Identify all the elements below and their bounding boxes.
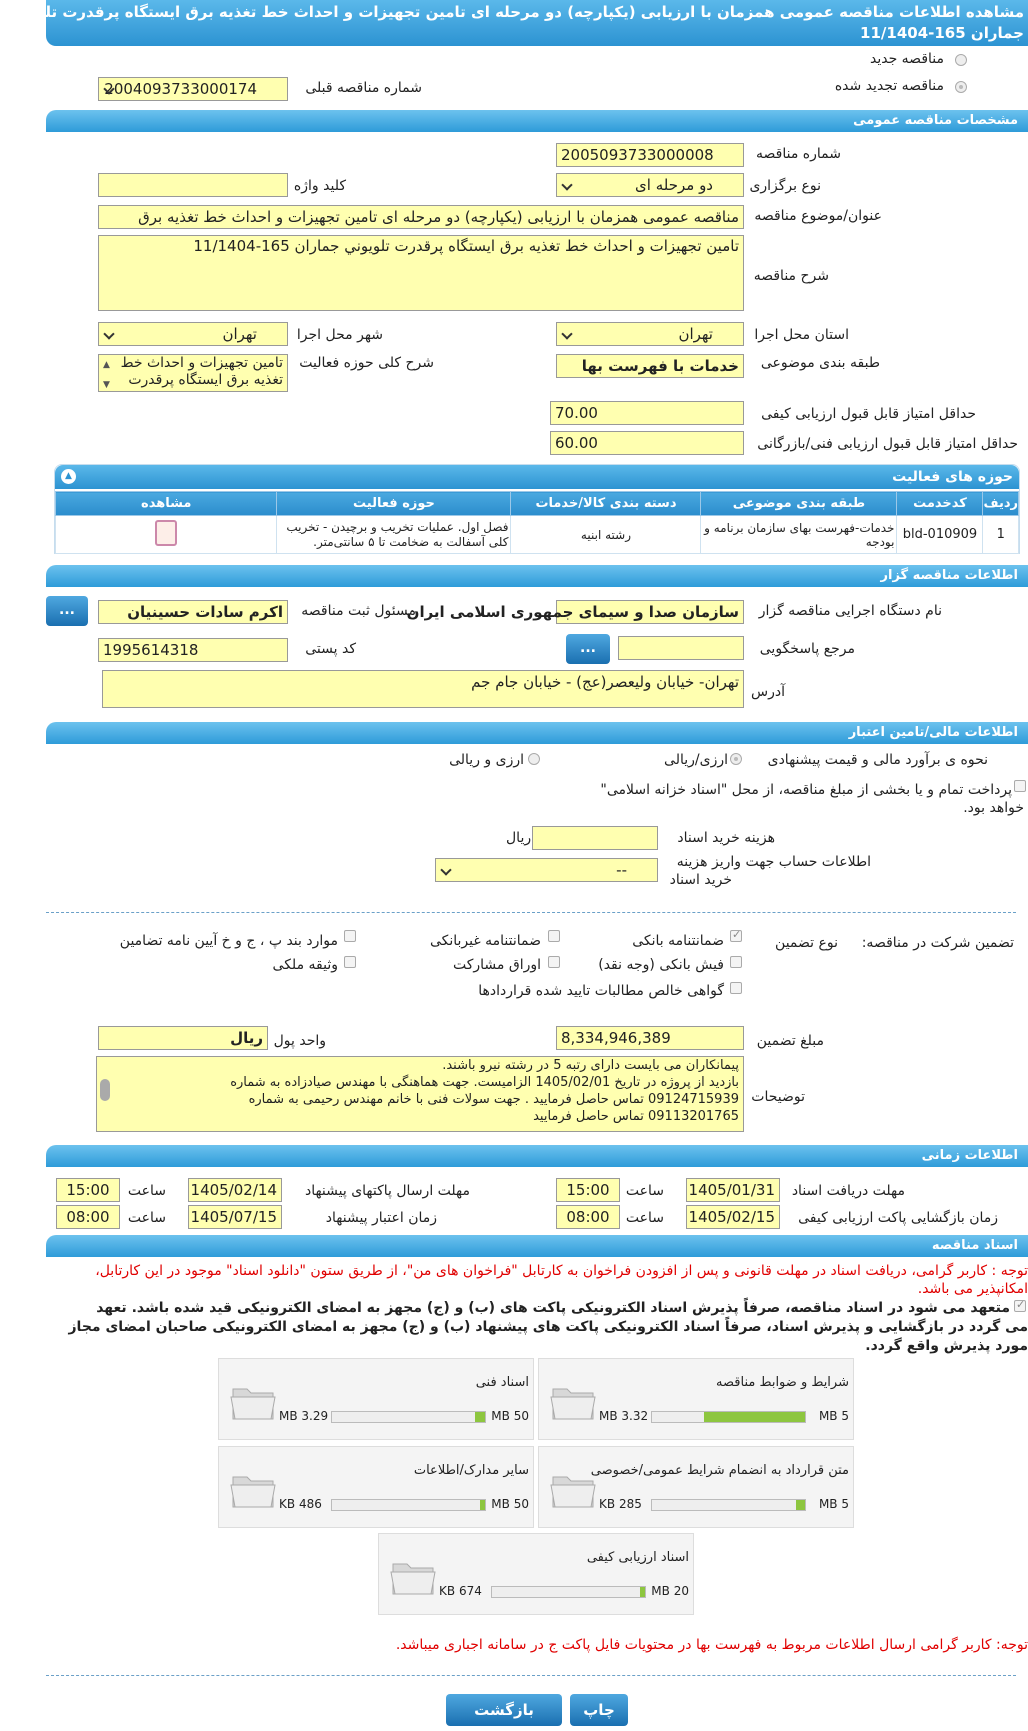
doc-deadline-date[interactable]: 1405/01/31: [686, 1178, 780, 1202]
org-section-header: [46, 565, 1028, 587]
doc-cost-unit: ریال: [506, 830, 532, 846]
doc-card-progress: [331, 1411, 486, 1423]
min-quality-field[interactable]: 70.00: [550, 401, 744, 425]
org-lookup-button[interactable]: ...: [46, 596, 88, 626]
cash-receipt-label: فیش بانکی (وجه نقد): [598, 957, 724, 973]
time-section-title: اطلاعات زمانی: [921, 1148, 1018, 1163]
province-label: استان محل اجرا: [754, 327, 849, 343]
docs-note-line1: توجه : کاربر گرامی، دریافت اسناد در مهلت قانونی و پس از افزودن فراخوان به کارتابل "فراخوان های من"، از طریق ستون "دانلود اسناد" موجود در این کارتابل،: [95, 1263, 1028, 1279]
doc-card-size: 674 KB: [439, 1584, 482, 1598]
org-section-title: اطلاعات مناقصه گزار: [880, 568, 1018, 583]
notes-line: 09113201765 تماس حاصل فرمایید: [533, 1109, 739, 1124]
doc-cost-label: هزینه خرید اسناد: [677, 830, 775, 846]
divider: [46, 912, 1016, 913]
city-label: شهر محل اجرا: [296, 327, 383, 343]
print-button[interactable]: چاپ: [570, 1694, 628, 1726]
doc-time-label: ساعت: [625, 1183, 664, 1199]
chevron-down-icon: [103, 328, 114, 339]
currency-label: واحد پول: [273, 1033, 326, 1049]
claims-certificate-label: گواهی خالص مطالبات تایید شده قراردادها: [478, 983, 724, 999]
doc-card-progress-fill: [475, 1412, 485, 1422]
doc-card-max: 5 MB: [818, 1409, 849, 1423]
keyword-label: کلید واژه: [293, 178, 346, 194]
docs-note-line2: امکانپذیر می باشد.: [917, 1281, 1028, 1297]
table-row: [56, 516, 1019, 554]
min-tech-field[interactable]: 60.00: [550, 431, 744, 455]
doc-card-max: 20 MB: [651, 1584, 689, 1598]
activity-title: حوزه های فعالیت: [892, 469, 1013, 485]
scope-textarea[interactable]: [98, 354, 288, 392]
ref-label: مرجع پاسخگویی: [759, 641, 855, 657]
currency-field[interactable]: ریال: [98, 1026, 268, 1050]
estimate-option1-radio[interactable]: [730, 753, 742, 765]
folder-icon: [229, 1467, 277, 1511]
city-select[interactable]: [98, 322, 288, 346]
treasury-text-line1: پرداخت تمام و یا بخشی از مبلغ مناقصه، از محل "اسناد خزانه اسلامی": [600, 782, 1012, 798]
bonds-checkbox[interactable]: [548, 956, 560, 968]
cell-code: bld-010909: [897, 516, 983, 554]
cell-view[interactable]: [56, 516, 277, 554]
account-value: --: [616, 861, 627, 879]
back-button[interactable]: بازگشت: [446, 1694, 562, 1726]
bonds-label: اوراق مشارکت: [452, 957, 541, 973]
doc-card-title: متن قرارداد به انضمام شرایط عمومی/خصوصی: [590, 1463, 849, 1478]
docs-section-header: [46, 1235, 1028, 1257]
open-time-label: ساعت: [625, 1210, 664, 1226]
scope-line2: تغذیه برق ایستگاه پرقدرت: [128, 372, 283, 388]
account-select[interactable]: [435, 858, 658, 882]
property-label: وثیقه ملکی: [272, 957, 338, 973]
doc-deadline-label: مهلت دریافت اسناد: [791, 1183, 905, 1199]
doc-card-other[interactable]: [218, 1446, 534, 1528]
guarantee-amount-field[interactable]: 8,334,946,389: [556, 1026, 744, 1050]
min-tech-label: حداقل امتیاز قابل قبول ارزیابی فنی/بازرگانی: [757, 436, 1018, 452]
send-deadline-label: مهلت ارسال پاکتهای پیشنهاد: [304, 1183, 470, 1199]
doc-deadline-time[interactable]: 15:00: [556, 1178, 620, 1202]
general-section-header: [46, 110, 1028, 132]
commitment-line1: متعهد می شود در اسناد مناقصه، صرفاً پذیرش اسناد الکترونیکی پاکت های (ب) و (ج) مجهز به امضای الکترونیکی قید شده باشد. تعهد: [96, 1300, 1010, 1316]
notes-textarea[interactable]: [96, 1056, 744, 1132]
new-tender-radio[interactable]: [955, 54, 967, 66]
valid-time[interactable]: 08:00: [56, 1205, 120, 1229]
postal-label: کد پستی: [305, 641, 356, 657]
type-select[interactable]: [556, 173, 744, 197]
subject-label: عنوان/موضوع مناقصه: [754, 208, 882, 224]
send-deadline-date[interactable]: 1405/02/14: [188, 1178, 282, 1202]
tender-number-label: شماره مناقصه: [756, 146, 841, 162]
col-index: ردیف: [983, 492, 1019, 516]
account-label-line1: اطلاعات حساب جهت واریز هزینه: [676, 854, 871, 870]
page-header: [0, 0, 1028, 46]
docs-footer-note: توجه: کاربر گرامی ارسال اطلاعات مربوط به فهرست بها در محتویات فایل پاکت ج در سامانه اجباری میباشد.: [395, 1637, 1028, 1653]
scroll-up-icon[interactable]: ▲: [103, 360, 110, 370]
send-time-label: ساعت: [127, 1183, 166, 1199]
doc-card-progress: [651, 1411, 806, 1423]
description-field[interactable]: تامین تجهیزات و احداث خط تغذیه برق ایستگاه پرقدرت تلويوني جماران 165-11/1404: [98, 235, 744, 311]
finance-section-title: اطلاعات مالی/تامین اعتبار: [848, 725, 1018, 740]
estimate-option2-radio[interactable]: [528, 753, 540, 765]
docs-section-title: اسناد مناقصه: [931, 1238, 1018, 1253]
doc-card-progress: [331, 1499, 486, 1511]
activity-panel: [54, 464, 1020, 554]
doc-card-size: 3.32 MB: [599, 1409, 649, 1423]
province-select[interactable]: [556, 322, 744, 346]
divider: [46, 1675, 1016, 1676]
open-time[interactable]: 08:00: [556, 1205, 620, 1229]
doc-card-progress-fill: [796, 1500, 805, 1510]
other-clauses-checkbox[interactable]: [344, 930, 356, 942]
responsible-field[interactable]: اکرم سادات حسینیان: [98, 600, 288, 624]
renewed-tender-radio[interactable]: [955, 81, 967, 93]
prev-tender-select[interactable]: [98, 77, 288, 101]
commitment-text: [68, 1299, 1028, 1356]
activity-panel-header: [55, 465, 1019, 489]
doc-card-contract[interactable]: [538, 1446, 854, 1528]
estimate-label: نحوه ی برآورد مالی و قیمت پیشنهادی: [767, 752, 988, 768]
notes-label: توضیحات: [751, 1089, 805, 1105]
activity-table: [55, 491, 1019, 554]
province-value: تهران: [678, 325, 713, 343]
doc-card-progress: [491, 1586, 646, 1598]
doc-cost-field[interactable]: [532, 826, 658, 850]
account-label-line2: خرید اسناد: [669, 872, 732, 888]
notes-line: بازدید از پروژه در تاریخ 1405/02/01 الزامیست. جهت هماهنگی با مهندس صیادزاده به شماره: [230, 1075, 739, 1090]
chevron-down-icon: [561, 328, 572, 339]
category-field[interactable]: خدمات با فهرست بها: [556, 354, 744, 378]
col-view: مشاهده: [56, 492, 277, 516]
collapse-icon[interactable]: ▲: [61, 469, 76, 484]
commitment-line3: مورد پذیرش واقع گردد.: [865, 1338, 1028, 1354]
property-checkbox[interactable]: [344, 956, 356, 968]
open-date-label: زمان بازگشایی پاکت ارزیابی کیفی: [798, 1210, 998, 1226]
nonbank-guarantee-label: ضمانتنامه غیربانکی: [429, 933, 541, 949]
prev-tender-label: شماره مناقصه قبلی: [305, 80, 422, 96]
valid-date-label: زمان اعتبار پیشنهاد: [325, 1210, 437, 1226]
cell-category: خدمات-فهرست بهای سازمان برنامه و بودجه: [701, 516, 897, 554]
chevron-down-icon: [561, 179, 572, 190]
scope-label: شرح کلی حوزه فعالیت: [299, 355, 434, 371]
doc-card-max: 50 MB: [491, 1409, 529, 1423]
notes-line: پیمانکاران می بایست دارای رتبه 5 در رشته نیرو باشند.: [442, 1058, 739, 1073]
org-name-field[interactable]: سازمان صدا و سیمای جمهوری اسلامی ایران: [556, 600, 744, 624]
doc-card-progress: [651, 1499, 806, 1511]
claims-certificate-checkbox[interactable]: [730, 982, 742, 994]
cell-field: فصل اول. عملیات تخریب و برچیدن - تخریب کلی آسفالت به ضخامت تا ۵ سانتی‌متر.: [277, 516, 511, 554]
cell-group: رشته ابنیه: [511, 516, 701, 554]
page-title-line1: مشاهده اطلاعات مناقصه عمومی همزمان با ارزیابی (یکپارچه) دو مرحله ای تامین تجهیزات و احداث خط تغذیه برق ایستگاه پرقدرت تلويوني: [0, 3, 1024, 21]
renewed-tender-label: مناقصه تجدید شده: [834, 78, 944, 94]
time-section-header: [46, 1145, 1028, 1167]
doc-card-progress-fill: [704, 1412, 805, 1422]
guarantee-amount-label: مبلغ تضمین: [756, 1033, 824, 1049]
keyword-field[interactable]: [98, 173, 288, 197]
min-quality-label: حداقل امتیاز قابل قبول ارزیابی کیفی: [761, 406, 976, 422]
page-title-line2: جماران 165-11/1404: [860, 24, 1024, 42]
guarantee-type-label: نوع تضمین: [775, 935, 838, 951]
scope-line1: تامین تجهیزات و احداث خط: [120, 355, 283, 371]
type-label: نوع برگزاری: [749, 178, 821, 194]
city-value: تهران: [222, 325, 257, 343]
bank-guarantee-checkbox[interactable]: [730, 930, 742, 942]
doc-card-size: 3.29 MB: [279, 1409, 329, 1423]
scrollbar-thumb[interactable]: [100, 1079, 110, 1101]
send-deadline-time[interactable]: 15:00: [56, 1178, 120, 1202]
org-name-label: نام دستگاه اجرایی مناقصه گزار: [758, 603, 942, 619]
doc-card-max: 50 MB: [491, 1497, 529, 1511]
col-category: طبقه بندی موضوعی: [701, 492, 897, 516]
col-code: کدخدمت: [897, 492, 983, 516]
description-label: شرح مناقصه: [753, 268, 829, 284]
scroll-down-icon[interactable]: ▼: [103, 380, 110, 390]
doc-card-progress-fill: [640, 1587, 645, 1597]
cell-index: 1: [983, 516, 1019, 554]
prev-tender-value: 2004093733000174: [104, 80, 257, 98]
doc-card-title: سایر مدارک/اطلاعات: [413, 1463, 529, 1478]
doc-card-progress-fill: [480, 1500, 485, 1510]
type-value: دو مرحله ای: [635, 176, 713, 194]
ref-lookup-button[interactable]: ...: [566, 634, 610, 664]
general-section-title: مشخصات مناقصه عمومی: [853, 113, 1018, 128]
ref-field[interactable]: [618, 636, 744, 660]
commitment-line2: می گردد در بازگشایی و پذیرش اسناد، صرفاً اسناد الکترونیکی پاکت های پیشنهاد (ب) و (ج) مجهز به امضای الکترونیکی صاحبان امضای مجاز: [68, 1319, 1028, 1335]
treasury-text-line2: خواهد بود.: [963, 800, 1024, 816]
notes-line: 09124715939 تماس حاصل فرمایید . جهت سولات فنی با خانم مهندس رحیمی به شماره: [248, 1092, 739, 1107]
commitment-checkbox[interactable]: [1014, 1300, 1026, 1312]
cash-receipt-checkbox[interactable]: [730, 956, 742, 968]
other-clauses-label: موارد بند پ ، ج و خ آیین نامه تضامین: [119, 933, 338, 949]
address-label: آدرس: [751, 684, 785, 700]
subject-field[interactable]: مناقصه عمومی همزمان با ارزیابی (یکپارچه) دو مرحله ای تامین تجهیزات و احداث خط تغذیه برق: [98, 205, 744, 229]
estimate-option1-label: ارزی/ریالی: [664, 752, 728, 768]
doc-card-technical[interactable]: [218, 1358, 534, 1440]
category-label: طبقه بندی موضوعی: [760, 355, 880, 371]
doc-card-title: اسناد ارزیابی کیفی: [586, 1550, 689, 1565]
postal-field[interactable]: 1995614318: [98, 638, 288, 662]
doc-card-size: 285 KB: [599, 1497, 642, 1511]
nonbank-guarantee-checkbox[interactable]: [548, 930, 560, 942]
valid-date[interactable]: 1405/07/15: [188, 1205, 282, 1229]
bank-guarantee-label: ضمانتنامه بانکی: [632, 933, 724, 949]
chevron-down-icon: [440, 864, 451, 875]
finance-section-header: [46, 722, 1028, 744]
treasury-checkbox[interactable]: [1014, 780, 1026, 792]
estimate-option2-label: ارزی و ریالی: [449, 752, 524, 768]
doc-card-max: 5 MB: [818, 1497, 849, 1511]
responsible-label: مسئول ثبت مناقصه: [301, 603, 416, 619]
col-group: دسته بندی کالا/خدمات: [511, 492, 701, 516]
doc-card-terms[interactable]: [538, 1358, 854, 1440]
doc-card-title: اسناد فنی: [475, 1375, 529, 1390]
new-tender-label: مناقصه جدید: [869, 51, 944, 67]
tender-number-field[interactable]: 2005093733000008: [556, 143, 744, 167]
valid-time-label: ساعت: [127, 1210, 166, 1226]
doc-card-title: شرایط و ضوابط مناقصه: [716, 1375, 849, 1390]
folder-icon: [549, 1379, 597, 1423]
doc-card-size: 486 KB: [279, 1497, 322, 1511]
open-date[interactable]: 1405/02/15: [686, 1205, 780, 1229]
folder-icon: [389, 1554, 437, 1598]
doc-card-quality[interactable]: [378, 1533, 694, 1615]
folder-icon: [229, 1379, 277, 1423]
address-field[interactable]: تهران- خیابان ولیعصر(عج) - خیابان جام جم: [102, 670, 744, 708]
col-field: حوزه فعالیت: [277, 492, 511, 516]
view-icon[interactable]: [155, 520, 177, 546]
guarantee-label: تضمین شرکت در مناقصه:: [861, 935, 1014, 951]
